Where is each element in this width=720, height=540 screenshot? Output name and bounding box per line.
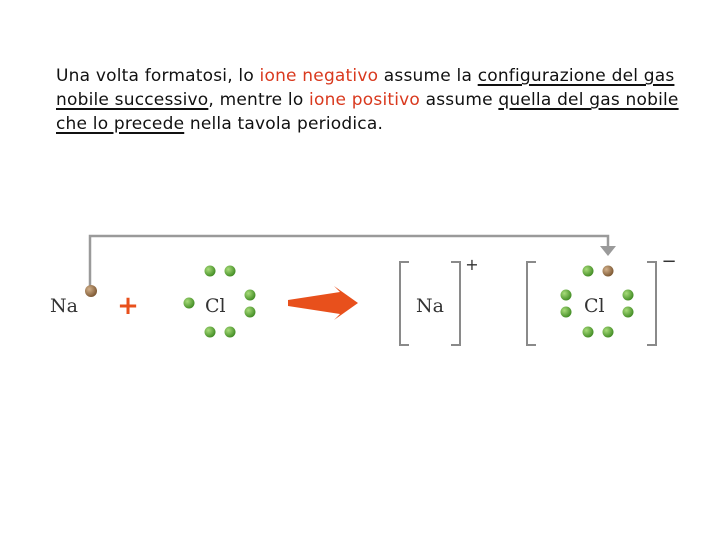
electron: [561, 307, 572, 318]
electron-transfer-arrowhead: [600, 246, 616, 256]
text-part-2: assume la: [378, 66, 478, 86]
electron: [225, 327, 236, 338]
electron: [205, 266, 216, 277]
text-part-3: , mentre lo: [208, 90, 310, 110]
electron: [225, 266, 236, 277]
reaction-arrow: [288, 286, 358, 320]
electron: [205, 327, 216, 338]
sodium-ion-symbol: Na: [416, 295, 444, 317]
electron: [603, 327, 614, 338]
chloride-ion-charge: −: [661, 251, 677, 272]
electron: [245, 290, 256, 301]
chlorine-symbol: Cl: [205, 295, 226, 317]
text-part-5: nella tavola periodica.: [184, 114, 384, 134]
positive-ion-term: ione positivo: [309, 90, 421, 110]
electron: [561, 290, 572, 301]
previous-noble-gas-config: quella del gas nobile che lo precede: [56, 90, 679, 134]
electron: [623, 290, 634, 301]
text-part-1: Una volta formatosi, lo: [56, 66, 260, 86]
sodium-symbol: Na: [50, 295, 78, 317]
electron: [583, 327, 594, 338]
next-noble-gas-config: configurazione del gas nobile successivo: [56, 66, 675, 110]
electron: [245, 307, 256, 318]
sodium-valence-electron: [85, 285, 97, 297]
electron: [623, 307, 634, 318]
text-part-4: assume: [420, 90, 499, 110]
electron: [583, 266, 594, 277]
sodium-ion-charge: +: [465, 255, 479, 274]
plus-sign: +: [117, 291, 139, 321]
transferred-electron: [603, 266, 614, 277]
chloride-ion-symbol: Cl: [584, 295, 605, 317]
electron: [184, 298, 195, 309]
negative-ion-term: ione negativo: [259, 66, 379, 86]
